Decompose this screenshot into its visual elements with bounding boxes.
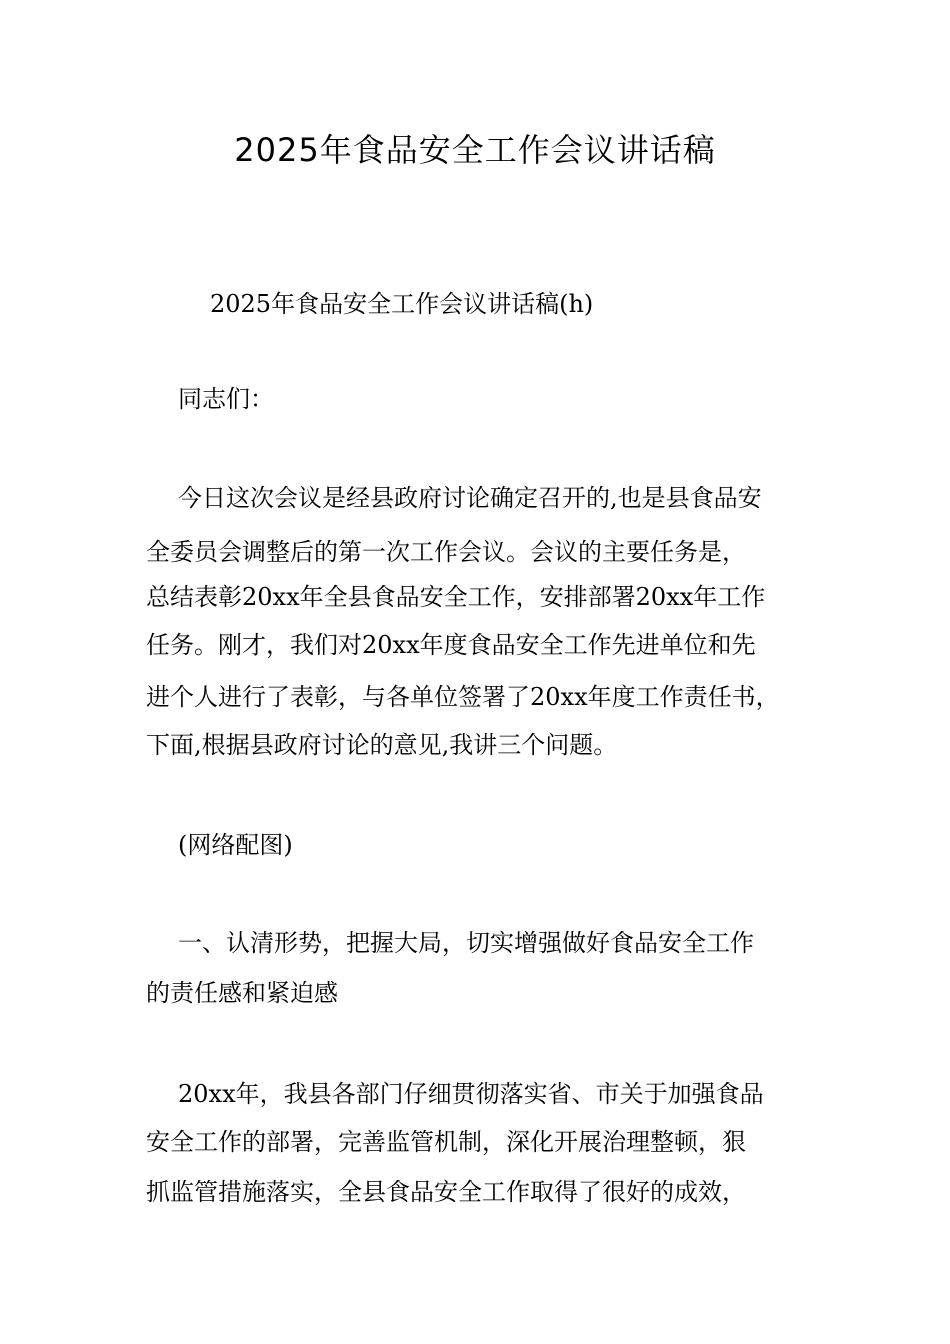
paragraph-line: 任务。刚才，我们对20xx年度食品安全工作先进单位和先 xyxy=(146,631,756,659)
paragraph-line: 安全工作的部署，完善监管机制，深化开展治理整顿，狠 xyxy=(146,1128,746,1156)
document-subtitle: 2025年食品安全工作会议讲话稿(h) xyxy=(210,290,594,318)
paragraph-line: 全委员会调整后的第一次工作会议。会议的主要任务是， xyxy=(146,538,746,566)
paragraph-line: 20xx年，我县各部门仔细贯彻落实省、市关于加强食品 xyxy=(178,1080,764,1108)
paragraph-line: 下面,根据县政府讨论的意见,我讲三个问题。 xyxy=(146,731,618,759)
document-title: 2025年食品安全工作会议讲话稿 xyxy=(234,131,716,169)
heading-line: 一、认清形势，把握大局，切实增强做好食品安全工作 xyxy=(178,929,754,957)
heading-line: 的责任感和紧迫感 xyxy=(146,979,338,1007)
paragraph-line: 今日这次会议是经县政府讨论确定召开的,也是县食品安 xyxy=(178,484,762,512)
paragraph-line: 进个人进行了表彰，与各单位签署了20xx年度工作责任书， xyxy=(146,683,780,711)
salutation: 同志们： xyxy=(178,385,274,413)
image-caption: (网络配图) xyxy=(178,831,293,859)
paragraph-line: 总结表彰20xx年全县食品安全工作，安排部署20xx年工作 xyxy=(146,583,766,611)
paragraph-line: 抓监管措施落实，全县食品安全工作取得了很好的成效， xyxy=(146,1178,746,1206)
